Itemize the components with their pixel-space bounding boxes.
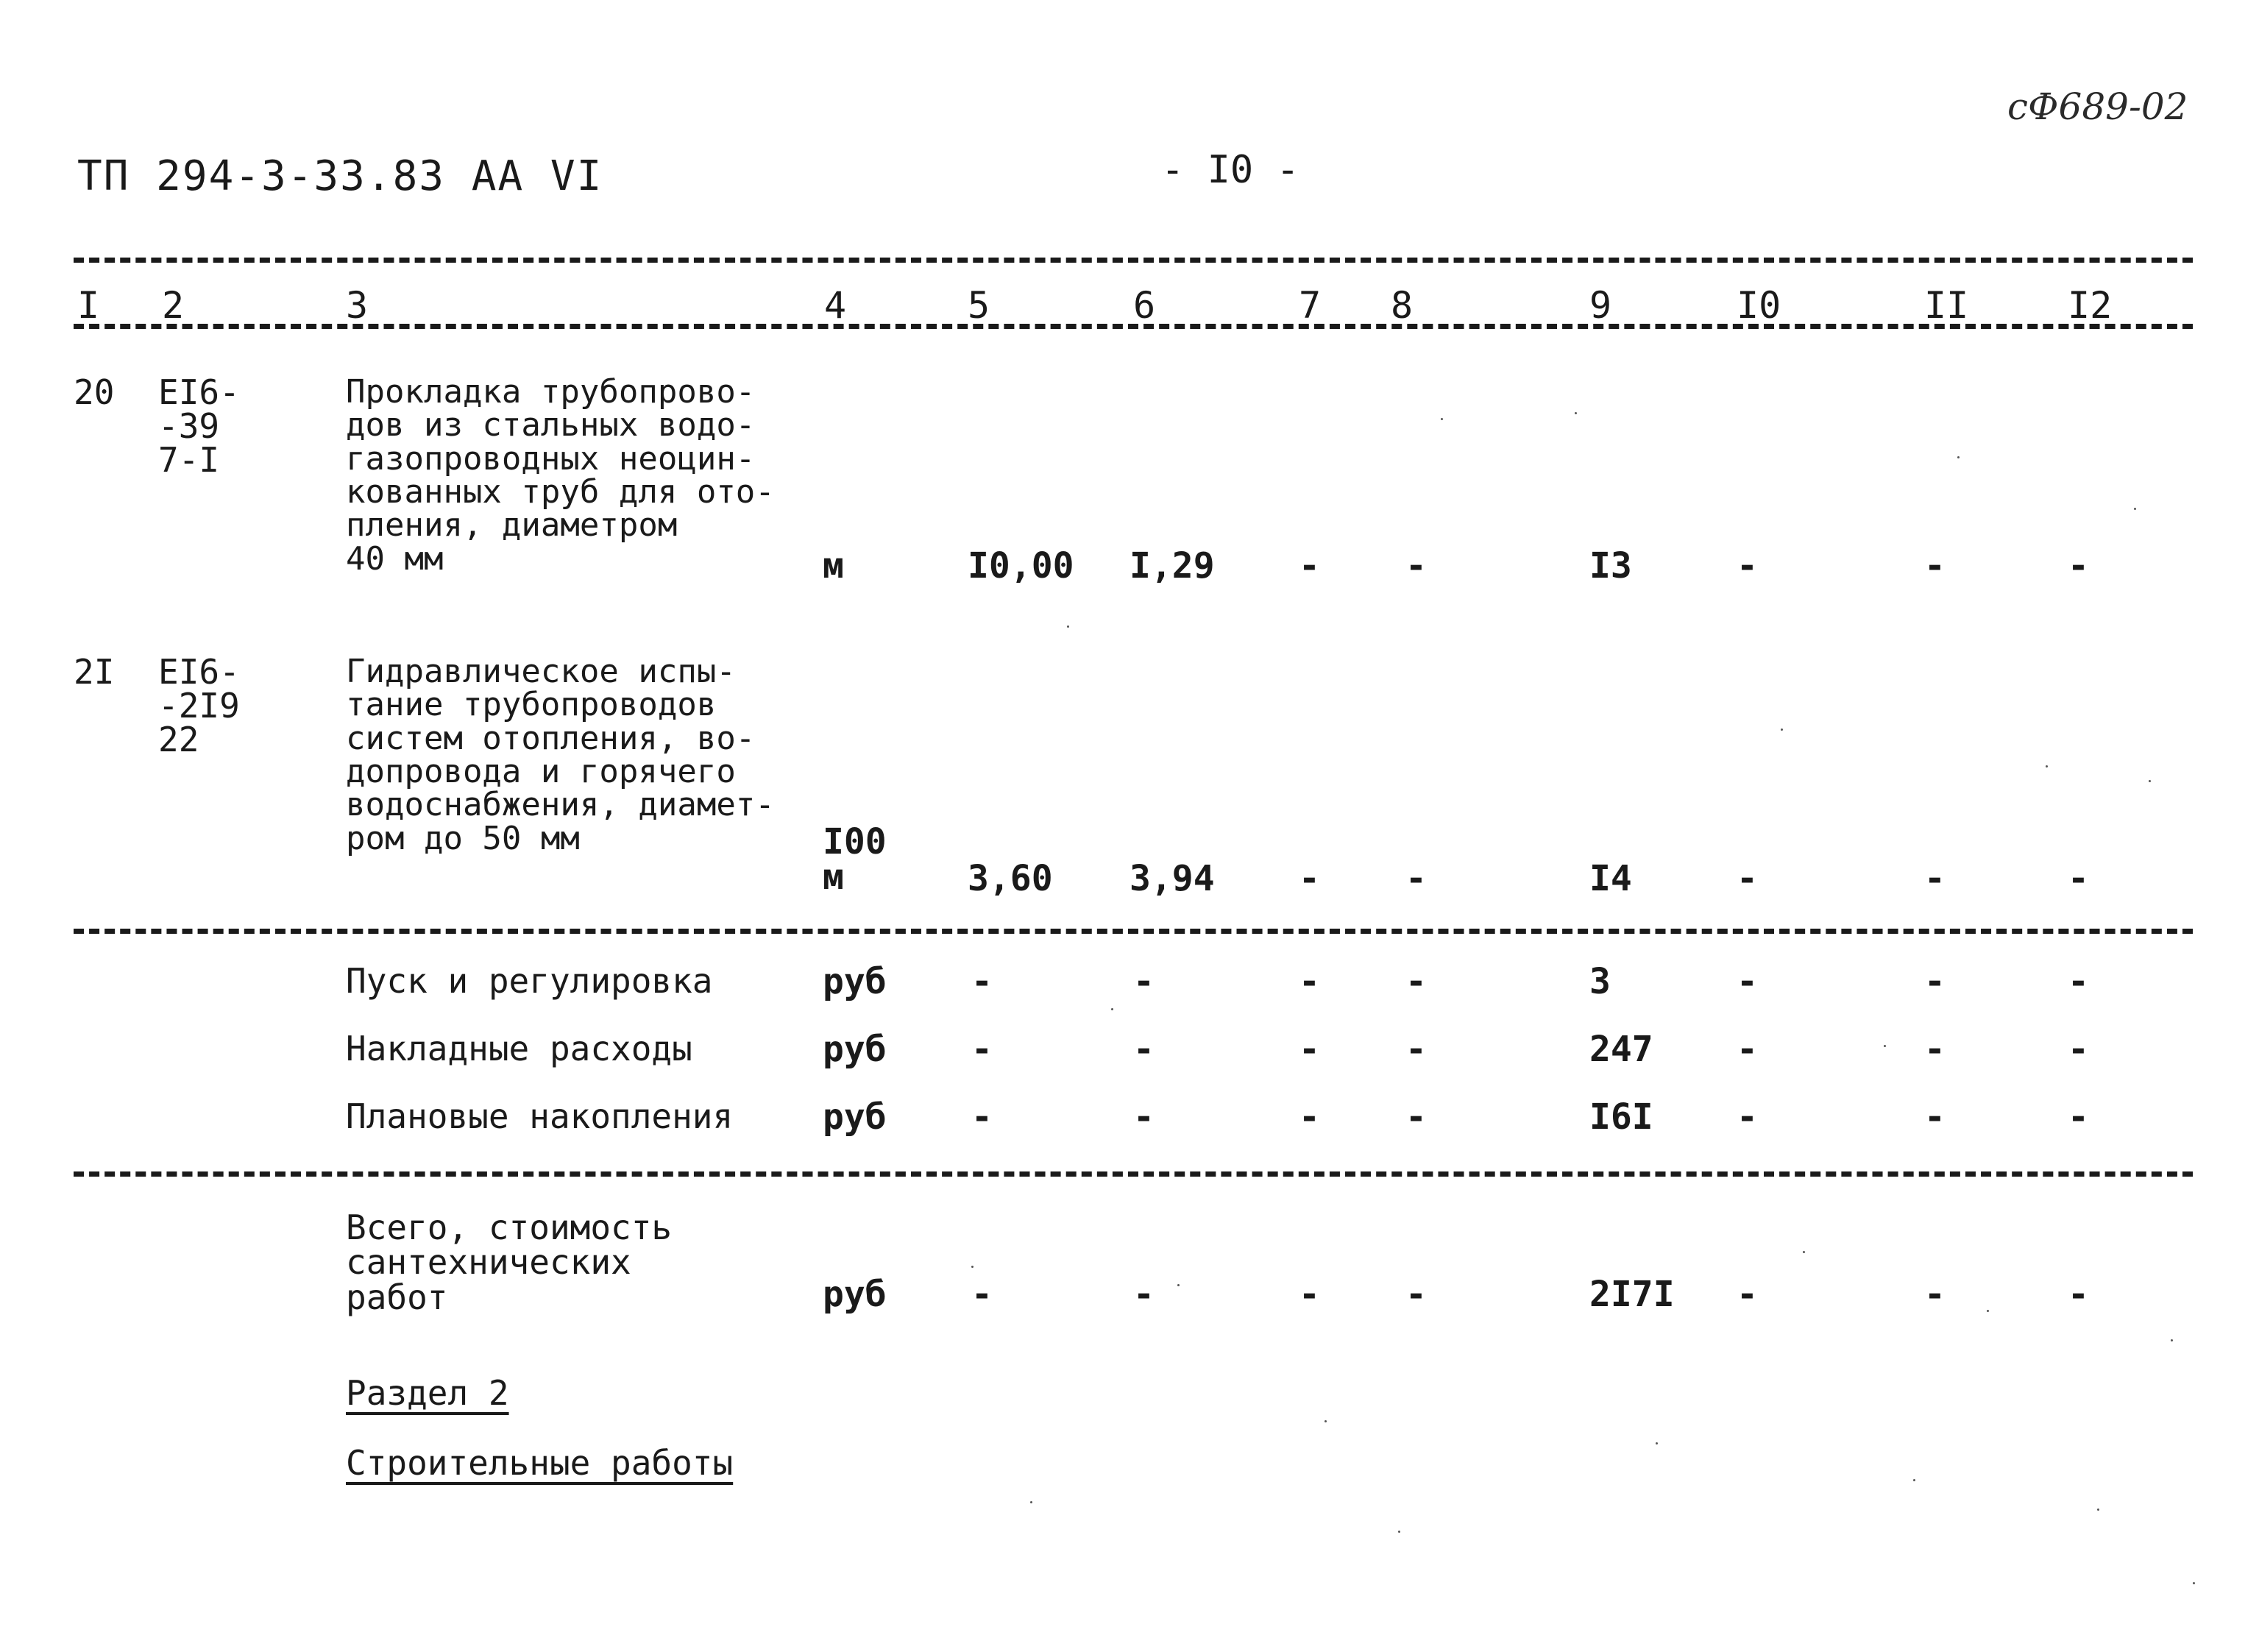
cell-col6: -: [1133, 1274, 1155, 1315]
cell-col9: I4: [1589, 858, 1632, 899]
col-12-number: I2: [2068, 284, 2113, 327]
cell-col7: -: [1299, 1096, 1320, 1138]
cell-col11: -: [1924, 1274, 1946, 1315]
cell-col12: -: [2068, 961, 2089, 1002]
summary-unit: руб: [823, 961, 887, 1002]
cell-col9: I6I: [1589, 1096, 1653, 1138]
cell-col10: -: [1737, 1274, 1758, 1315]
summary-unit: руб: [823, 1029, 887, 1070]
col-5-number: 5: [968, 284, 990, 327]
total-label: Всего, стоимость сантехнических работ: [346, 1208, 673, 1317]
col-9-number: 9: [1589, 284, 1612, 327]
cell-col10: -: [1737, 858, 1758, 899]
col-2-number: 2: [162, 284, 185, 327]
cell-col10: -: [1737, 1029, 1758, 1070]
cell-col5: -: [971, 1096, 993, 1138]
header-bottom-rule: [74, 324, 2193, 329]
col-10-number: I0: [1737, 284, 1781, 327]
cell-col10: -: [1737, 545, 1758, 586]
cell-col11: -: [1924, 1096, 1946, 1138]
cell-col6: 3,94: [1130, 858, 1215, 899]
total-value: 2I7I: [1589, 1274, 1675, 1315]
cell-col5: 3,60: [968, 858, 1053, 899]
cell-col11: -: [1924, 961, 1946, 1002]
cell-col7: -: [1299, 545, 1320, 586]
section-title: Раздел 2: [346, 1373, 509, 1413]
cell-col7: -: [1299, 961, 1320, 1002]
cell-col9: I3: [1589, 545, 1632, 586]
col-3-number: 3: [346, 284, 369, 327]
cell-col7: -: [1299, 1274, 1320, 1315]
total-unit: руб: [823, 1274, 887, 1315]
col-4-number: 4: [824, 284, 847, 327]
cell-col5: -: [971, 1274, 993, 1315]
cell-col6: -: [1133, 1029, 1155, 1070]
col-7-number: 7: [1299, 284, 1322, 327]
cell-col11: -: [1924, 1029, 1946, 1070]
cell-col12: -: [2068, 858, 2089, 899]
subtotal-rule: [74, 929, 2193, 934]
cell-col12: -: [2068, 1096, 2089, 1138]
handwritten-mark: сФ689-02: [2007, 85, 2188, 128]
summary-unit: руб: [823, 1096, 887, 1138]
page-number: - I0 -: [1161, 148, 1299, 192]
item-unit: м: [823, 545, 844, 586]
col-6-number: 6: [1133, 284, 1156, 327]
cell-col6: -: [1133, 1096, 1155, 1138]
item-description: Прокладка трубопрово- дов из стальных водо- газопроводных неоцин- кованных труб для ото- пления, диаметром 40 мм: [346, 373, 775, 578]
total-rule: [74, 1171, 2193, 1177]
cell-col8: -: [1405, 858, 1427, 899]
item-unit: I00 м: [823, 821, 887, 898]
item-code: ЕI6- -2I9 22: [158, 652, 240, 759]
cell-col8: -: [1405, 1274, 1427, 1315]
section-subtitle: Строительные работы: [346, 1443, 734, 1483]
cell-col9: 3: [1589, 961, 1611, 1002]
cell-col5: -: [971, 961, 993, 1002]
cell-col12: -: [2068, 545, 2089, 586]
item-code: ЕI6- -39 7-I: [158, 372, 240, 480]
cell-col11: -: [1924, 545, 1946, 586]
item-number: 2I: [74, 652, 115, 692]
cell-col10: -: [1737, 961, 1758, 1002]
cell-col12: -: [2068, 1274, 2089, 1315]
header-top-rule: [74, 258, 2193, 263]
summary-label: Накладные расходы: [346, 1029, 692, 1068]
cell-col5: -: [971, 1029, 993, 1070]
cell-col5: I0,00: [968, 545, 1074, 586]
col-1-number: I: [77, 284, 100, 327]
summary-label: Пуск и регулировка: [346, 961, 713, 1001]
cell-col6: -: [1133, 961, 1155, 1002]
cell-col9: 247: [1589, 1029, 1653, 1070]
cell-col8: -: [1405, 1096, 1427, 1138]
col-8-number: 8: [1391, 284, 1414, 327]
cell-col7: -: [1299, 858, 1320, 899]
item-number: 20: [74, 372, 115, 412]
cell-col8: -: [1405, 961, 1427, 1002]
cell-col10: -: [1737, 1096, 1758, 1138]
item-description: Гидравлическое испы- тание трубопроводов систем отопления, во- допровода и горячего водоснабжения, диамет- ром до 50 мм: [346, 653, 775, 857]
document-id: ТП 294-3-33.83 АА VI: [77, 152, 603, 200]
cell-col8: -: [1405, 545, 1427, 586]
cell-col6: I,29: [1130, 545, 1215, 586]
cell-col12: -: [2068, 1029, 2089, 1070]
cell-col8: -: [1405, 1029, 1427, 1070]
cell-col7: -: [1299, 1029, 1320, 1070]
cell-col11: -: [1924, 858, 1946, 899]
summary-label: Плановые накопления: [346, 1096, 734, 1136]
col-11-number: II: [1924, 284, 1969, 327]
